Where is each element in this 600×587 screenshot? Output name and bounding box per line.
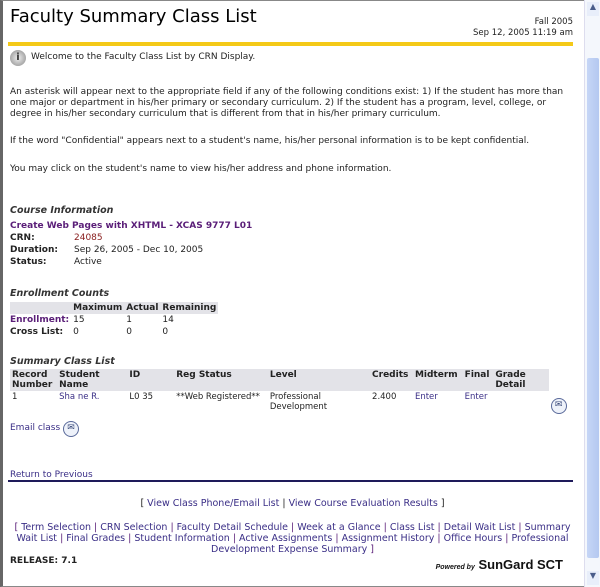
info-message xyxy=(10,50,255,66)
col-credits: Credits xyxy=(370,369,413,391)
maximum: 0 xyxy=(73,327,79,337)
info-paragraph: An asterisk will appear next to the appropriate field if any of the following conditions exist: 1) If the student has more than one major or department in his/her primary or secondary curriculum. 2) If the student has a program, level, college, or degree in his/her secondary curriculum that is different from that in his/her primary curriculum. xyxy=(10,87,564,119)
crn-label: CRN: xyxy=(10,233,35,243)
assignment-history-link[interactable]: Assignment History xyxy=(341,533,435,544)
final-enter-link[interactable]: Enter xyxy=(464,392,488,402)
email-student-icon[interactable]: ✉ xyxy=(551,398,567,414)
record-number: 1 xyxy=(12,392,18,402)
crn-selection-link[interactable]: CRN Selection xyxy=(100,522,168,533)
grade-detail xyxy=(493,391,548,415)
status-value: Active xyxy=(74,257,102,267)
col-grade-detail: Grade Detail xyxy=(493,369,548,391)
header-divider xyxy=(8,42,573,46)
enrollment-counts xyxy=(10,288,575,338)
actual: 0 xyxy=(126,327,132,337)
credits: 2.400 xyxy=(372,392,397,402)
row-label: Enrollment: xyxy=(10,315,70,325)
classlist-heading: Summary Class List xyxy=(10,356,115,367)
powered-by-logo xyxy=(436,557,563,572)
col-maximum: Maximum xyxy=(73,303,123,313)
welcome-text: Welcome to the Faculty Class List by CRN Display. xyxy=(31,52,256,62)
crosslist-row xyxy=(10,326,218,338)
student-id: L0 35 xyxy=(129,392,154,402)
vertical-scrollbar[interactable] xyxy=(584,0,600,587)
professional-development-expense-link[interactable]: Professional Development Expense Summary xyxy=(211,533,569,555)
remaining: 14 xyxy=(162,315,174,325)
enrollment-table xyxy=(10,302,218,338)
reg-status: **Web Registered** xyxy=(176,392,260,402)
powered-by-text: Powered by xyxy=(435,564,475,571)
col-midterm: Midterm xyxy=(413,369,463,391)
header-meta xyxy=(473,17,573,39)
nav-links: [ Term Selection | CRN Selection | Faculty Detail Schedule | Week at a Glance | Class List | Detail Wait List | Summary Wait List | Final Grades | Student Information | Active Assignments | Assignment History | Office Hours | Professional Development Expense Summary ] xyxy=(14,522,571,555)
class-list-table xyxy=(10,369,570,415)
scrollbar-thumb[interactable] xyxy=(587,58,599,558)
email-class[interactable] xyxy=(10,421,575,437)
brand-name: SunGard SCT xyxy=(478,557,563,572)
view-course-evaluation-link[interactable]: View Course Evaluation Results xyxy=(288,498,438,509)
midterm-enter-link[interactable]: Enter xyxy=(414,392,438,402)
crn-value: 24085 xyxy=(74,233,103,243)
detail-wait-list-link[interactable]: Detail Wait List xyxy=(443,522,516,533)
course-details xyxy=(10,232,203,268)
blank-cell xyxy=(549,369,570,391)
col-student-name: Student Name xyxy=(57,369,127,391)
faculty-detail-schedule-link[interactable]: Faculty Detail Schedule xyxy=(176,522,288,533)
page-title: Faculty Summary Class List xyxy=(10,6,257,27)
active-assignments-link[interactable]: Active Assignments xyxy=(239,533,333,544)
enrollment-row xyxy=(10,314,218,326)
table-row xyxy=(10,391,570,415)
col-record: Record Number xyxy=(10,369,57,391)
student-information-link[interactable]: Student Information xyxy=(134,533,230,544)
view-class-phone-email-link[interactable]: View Class Phone/Email List xyxy=(147,498,280,509)
info-paragraph: If the word "Confidential" appears next to a student's name, his/her personal information is to be kept confidential. xyxy=(10,136,530,146)
col-actual: Actual xyxy=(126,303,159,313)
course-information xyxy=(10,205,575,268)
final-grades-link[interactable]: Final Grades xyxy=(66,533,126,544)
enrollment-heading: Enrollment Counts xyxy=(10,288,110,299)
maximum: 15 xyxy=(73,315,85,325)
col-reg-status: Reg Status xyxy=(174,369,268,391)
level: Professional Development xyxy=(269,392,328,412)
office-hours-link[interactable]: Office Hours xyxy=(443,533,503,544)
row-label: Cross List: xyxy=(10,327,64,337)
class-list-link[interactable]: Class List xyxy=(389,522,435,533)
term-selection-link[interactable]: Term Selection xyxy=(21,522,92,533)
status-label: Status: xyxy=(10,257,47,267)
remaining: 0 xyxy=(162,327,169,337)
col-id: ID xyxy=(127,369,174,391)
week-at-a-glance-link[interactable]: Week at a Glance xyxy=(297,522,381,533)
email-class-icon[interactable]: ✉ xyxy=(63,421,79,437)
col-level: Level xyxy=(268,369,370,391)
info-icon: i xyxy=(10,50,26,66)
actual: 1 xyxy=(126,315,132,325)
col-remaining: Remaining xyxy=(162,303,217,313)
course-title: Create Web Pages with XHTML - XCAS 9777 L01 xyxy=(10,221,253,231)
col-final: Final xyxy=(463,369,494,391)
email-class-link[interactable]: Email class xyxy=(10,423,61,433)
duration-label: Duration: xyxy=(10,245,58,255)
summary-class-list xyxy=(10,356,575,437)
student-name-link[interactable]: Sha ne R. xyxy=(59,392,100,402)
datetime: Sep 12, 2005 11:19 am xyxy=(473,28,573,38)
scroll-down-icon[interactable]: ▼ xyxy=(587,571,599,585)
class-links: [ View Class Phone/Email List | View Course Evaluation Results ] xyxy=(140,498,445,509)
return-to-previous-link[interactable]: Return to Previous xyxy=(10,470,93,480)
blank-header xyxy=(10,302,71,314)
scroll-up-icon[interactable]: ▲ xyxy=(587,2,599,16)
summary-wait-list-link[interactable]: Summary Wait List xyxy=(16,522,571,544)
info-paragraph: You may click on the student's name to view his/her address and phone information. xyxy=(10,164,392,174)
footer-divider xyxy=(8,480,573,482)
duration-value: Sep 26, 2005 - Dec 10, 2005 xyxy=(74,245,204,255)
release-version: RELEASE: 7.1 xyxy=(10,556,78,566)
course-heading: Course Information xyxy=(10,205,114,216)
term: Fall 2005 xyxy=(534,17,573,27)
